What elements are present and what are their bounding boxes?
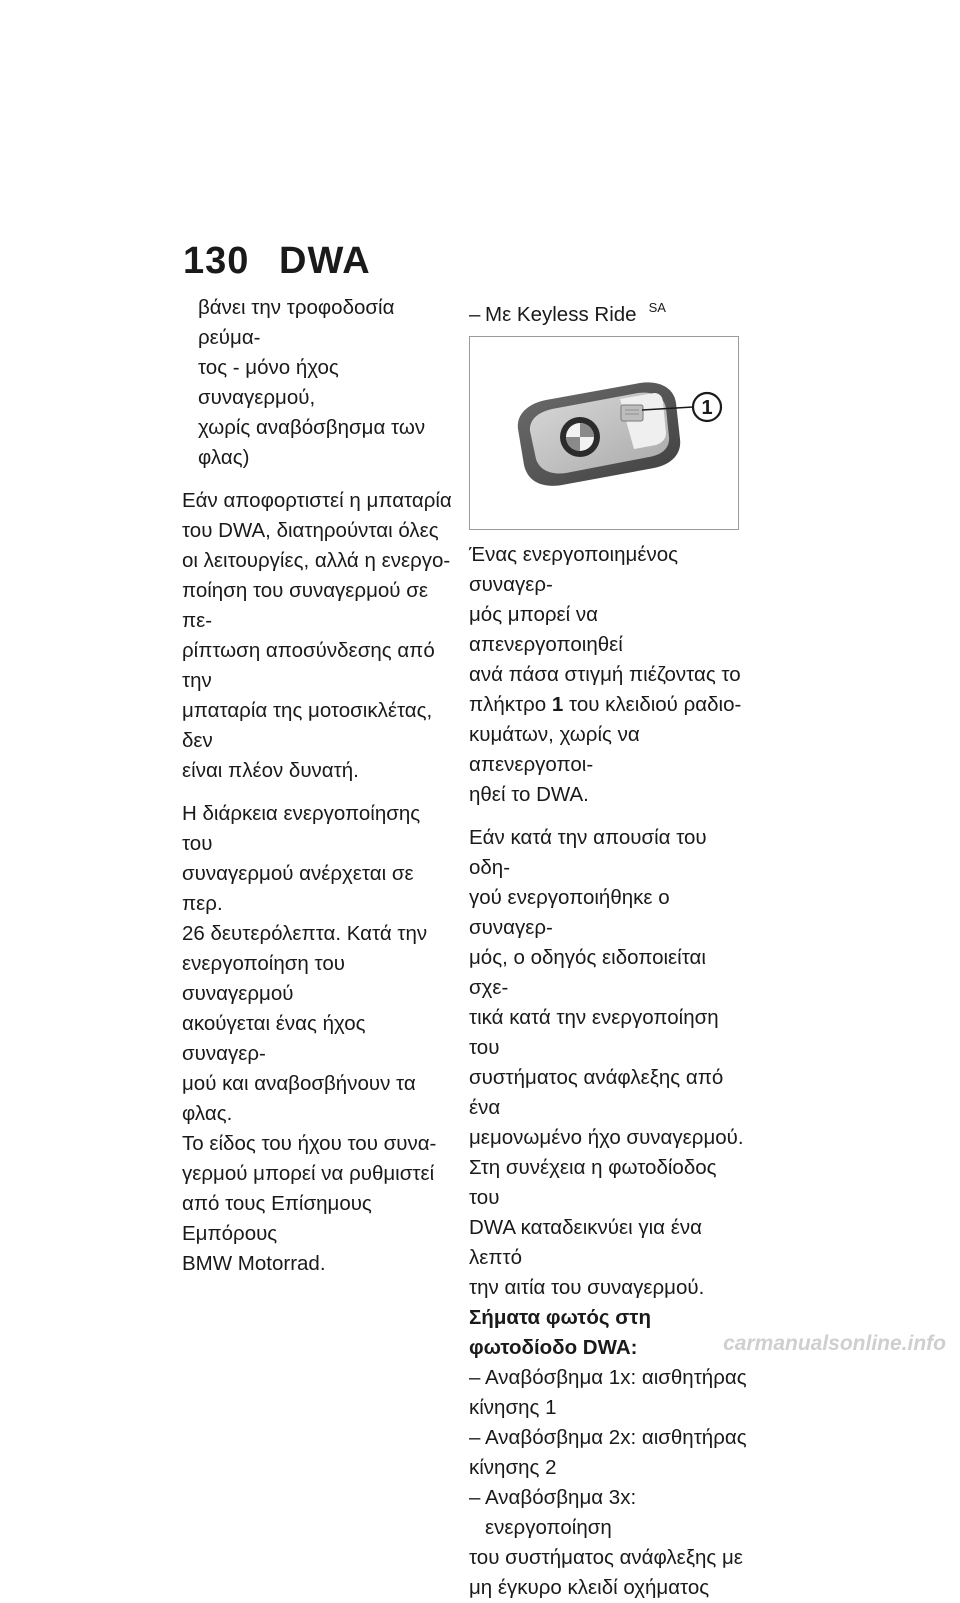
text-line: ακούγεται ένας ήχος συναγερ- [182, 1012, 366, 1065]
left-column [182, 293, 454, 1292]
text-line: ανά πάσα στιγμή πιέζοντας το [469, 663, 741, 686]
text-run: Αναβόσβημα 2x: αισθητήρας [485, 1426, 747, 1449]
led-signal-list [469, 1363, 749, 1603]
text-line: μός μπορεί να απενεργοποιηθεί [469, 603, 623, 656]
dash-bullet: – [469, 1426, 481, 1449]
dash-bullet: – [469, 1486, 481, 1509]
text-line: ρίπτωση αποσύνδεσης από την [182, 639, 435, 692]
text-line: κίνησης 2 [469, 1456, 557, 1479]
section-title: DWA [279, 240, 371, 282]
paragraph-battery [182, 486, 454, 786]
text-line: ενεργοποίηση του συναγερμού [182, 952, 345, 1005]
text-line: Σήματα φωτός στη [469, 1306, 651, 1329]
paragraph-duration [182, 799, 454, 1279]
list-item [469, 1483, 749, 1603]
text-line [469, 690, 749, 720]
text-line: κίνησης 1 [469, 1396, 557, 1419]
list-item [469, 1423, 749, 1483]
key-fob-figure [469, 336, 739, 530]
paragraph-deactivate [469, 540, 749, 810]
text-line: από τους Επίσημους Εμπόρους [182, 1192, 372, 1245]
text-line: DWA καταδεικνύει για ένα λεπτό [469, 1216, 702, 1269]
text-line: Ένας ενεργοποιημένος συναγερ- [469, 543, 678, 596]
text-line: του DWA, διατηρούνται όλες [182, 519, 439, 542]
text-run: του κλειδιού ραδιο- [563, 693, 742, 716]
text-line: συναγερμού ανέρχεται σε περ. [182, 862, 414, 915]
keyless-ride-item [469, 293, 749, 330]
continued-list-item [182, 293, 454, 473]
key-fob-illustration [470, 337, 738, 529]
page-number: 130 [183, 240, 250, 282]
button-1-icon [621, 405, 643, 421]
text-line: BMW Motorrad. [182, 1252, 326, 1275]
dash-bullet: – [469, 1366, 481, 1389]
text-line: χωρίς αναβόσβησμα των φλας) [198, 416, 426, 469]
text-run: Αναβόσβημα 3x: ενεργοποίηση [485, 1486, 637, 1539]
watermark: carmanualsonline.info [723, 1332, 946, 1355]
page-header [183, 240, 371, 283]
text-line: την αιτία του συναγερμού. [469, 1276, 705, 1299]
text-line: μός, ο οδηγός ειδοποιείται σχε- [469, 946, 706, 999]
text-line: γερμού μπορεί να ρυθμιστεί [182, 1162, 435, 1185]
text-line: φωτοδίοδο DWA: [469, 1336, 638, 1359]
led-signals-heading [469, 1303, 749, 1363]
callout-number: 1 [701, 397, 713, 419]
text-line: κυμάτων, χωρίς να απενεργοποι- [469, 723, 640, 776]
text-line: μπαταρία της μοτοσικλέτας, δεν [182, 699, 433, 752]
text-line: Στη συνέχεια η φωτοδίοδος του [469, 1156, 717, 1209]
bmw-logo-icon [560, 417, 600, 457]
text-line: ποίηση του συναγερμού σε πε- [182, 579, 428, 632]
list-item [469, 1363, 749, 1423]
text-run: πλήκτρο [469, 693, 552, 716]
text-line: Εάν κατά την απουσία του οδη- [469, 826, 707, 879]
paragraph-absence [469, 823, 749, 1303]
text-line: συστήματος ανάφλεξης από ένα [469, 1066, 724, 1119]
right-column [469, 293, 749, 1603]
text-run: Αναβόσβημα 1x: αισθητήρας [485, 1366, 747, 1389]
key-number-reference: 1 [551, 693, 564, 716]
text-line: μεμονωμένο ήχο συναγερμού. [469, 1126, 744, 1149]
text-line: οι λειτουργίες, αλλά η ενεργο- [182, 549, 451, 572]
text-line: 26 δευτερόλεπτα. Κατά την [182, 922, 428, 945]
text-line: τος - μόνο ήχος συναγερμού, [198, 356, 339, 409]
text-line: Το είδος του ήχου του συνα- [182, 1132, 437, 1155]
text-line: Η διάρκεια ενεργοποίησης του [182, 802, 421, 855]
text-line: γού ενεργοποιήθηκε ο συναγερ- [469, 886, 670, 939]
text-line: του συστήματος ανάφλεξης με [469, 1546, 743, 1569]
keyless-ride-label: Με Keyless Ride [485, 303, 637, 326]
text-line: τικά κατά την ενεργοποίηση του [469, 1006, 719, 1059]
text-line: μού και αναβοσβήνουν τα φλας. [182, 1072, 416, 1125]
text-line: μη έγκυρο κλειδί οχήματος [469, 1576, 710, 1599]
option-sa-badge: SA [648, 300, 666, 315]
dash-bullet: – [469, 303, 481, 326]
text-line: είναι πλέον δυνατή. [182, 759, 359, 782]
text-line: Εάν αποφορτιστεί η μπαταρία [182, 489, 452, 512]
text-line: βάνει την τροφοδοσία ρεύμα- [198, 296, 395, 349]
text-line: ηθεί το DWA. [469, 783, 589, 806]
